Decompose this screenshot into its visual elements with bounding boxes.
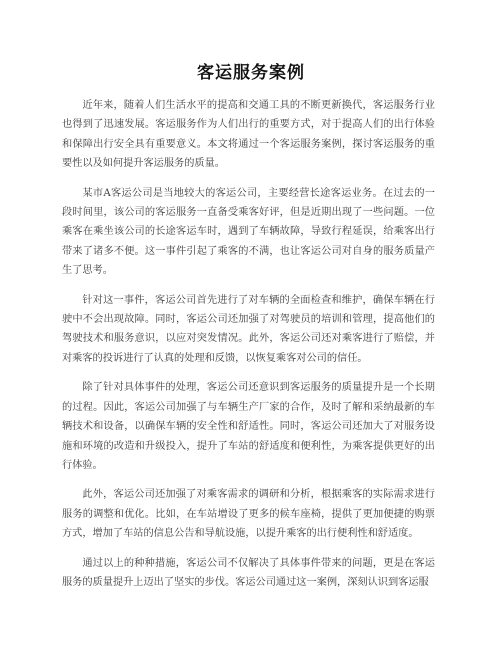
paragraph-case-background: 某市A客运公司是当地较大的客运公司，主要经营长途客运业务。在过去的一段时间里，该公司的客运服务一直备受乘客好评，但是近期出现了一些问题。一位乘客在乘坐该公司的长途客运车时，遇到了车辆故障，导致行程延误，给乘客出行带来了诸多不便。这一事件引起了乘客的不满，也让客运公司对自身的服务质量产生了思考。 — [62, 187, 435, 277]
paragraph-long-term-improvement: 除了针对具体事件的处理，客运公司还意识到客运服务的质量提升是一个长期的过程。因此，客运公司加强了与车辆生产厂家的合作，及时了解和采纳最新的车辆技术和设备，以确保车辆的安全性和舒适性。同时，客运公司还加大了对服务设施和环境的改造和升级投入，提升了车站的舒适度和便利性，为乘客提供更好的出行体验。 — [62, 382, 435, 471]
document-title: 客运服务案例 — [197, 63, 305, 83]
paragraph-intro: 近年来，随着人们生活水平的提高和交通工具的不断更新换代，客运服务行业也得到了迅速发展。客运服务作为人们出行的重要方式，对于提高人们的出行体验和保障出行安全具有重要意义。本文将通过一个客运服务案例，探讨客运服务的重要性以及如何提升客运服务的质量。 — [62, 100, 435, 170]
paragraph-response-measures: 针对这一事件，客运公司首先进行了对车辆的全面检查和维护，确保车辆在行驶中不会出现故障。同时，客运公司还加强了对驾驶员的培训和管理，提高他们的驾驶技术和服务意识，以应对突发情况。此外，客运公司还对乘客进行了赔偿，并对乘客的投诉进行了认真的处理和反馈，以恢复乘客对公司的信任。 — [62, 294, 435, 364]
document-body — [62, 96, 435, 602]
paragraph-conclusion: 通过以上的种种措施，客运公司不仅解决了具体事件带来的问题，更是在客运服务的质量提升上迈出了坚实的步伐。客运公司通过这一案例，深刻认识到客运服 — [62, 557, 435, 588]
paragraph-passenger-needs: 此外，客运公司还加强了对乘客需求的调研和分析，根据乘客的实际需求进行服务的调整和优化。比如，在车站增设了更多的候车座椅，提供了更加便捷的购票方式，增加了车站的信息公告和导航设施，以提升乘客的出行便利性和舒适度。 — [62, 489, 435, 540]
